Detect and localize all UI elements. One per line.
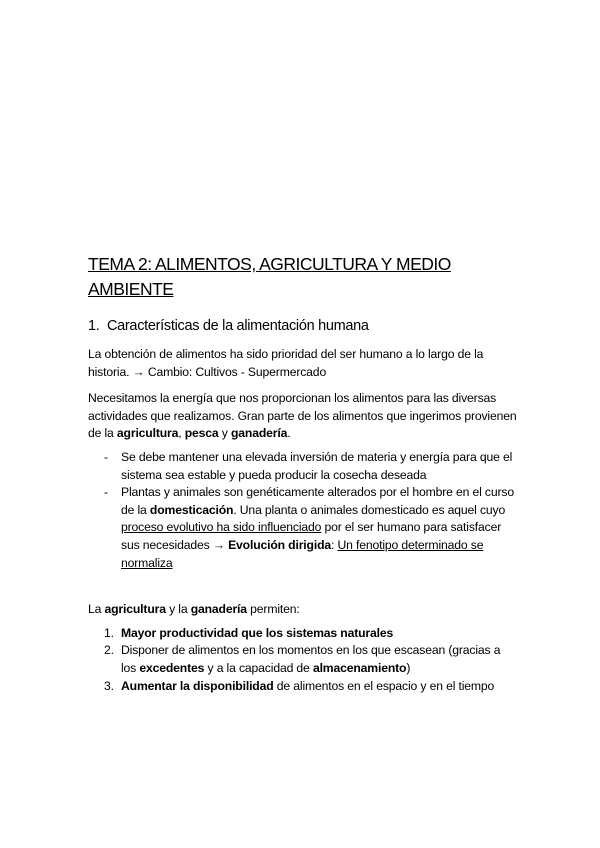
paragraph-permiten — [88, 601, 518, 619]
bold-term-agricultura: agricultura — [104, 602, 166, 617]
bold-term-agricultura: agricultura — [116, 426, 179, 441]
paragraph-energy — [88, 390, 518, 443]
text-segment: ) — [406, 660, 411, 675]
underlined-phrase: proceso evolutivo ha sido influenciado — [121, 520, 322, 535]
section-heading-text: Características de la alimentación humana — [106, 318, 369, 334]
list-item — [88, 625, 518, 643]
document-content — [88, 252, 518, 695]
paragraph-history-text: La obtención de alimentos ha sido prioridad del ser humano a lo largo de la historia. → Cambio: Cultivos - Supermercado — [88, 347, 484, 379]
text-segment: : — [331, 537, 338, 552]
title-line-1: TEMA 2: ALIMENTOS, AGRICULTURA Y MEDIO — [88, 254, 451, 274]
text-segment: permiten: — [246, 602, 300, 617]
list-number: 1. — [104, 625, 114, 640]
list-item — [88, 484, 518, 572]
text-segment: La — [88, 602, 105, 617]
document-title — [88, 252, 518, 302]
bold-term-excedentes: excedentes — [139, 660, 205, 675]
list-item — [88, 449, 518, 484]
bold-term-domesticacion: domesticación — [149, 502, 234, 517]
list-item — [88, 642, 518, 677]
dash-list — [88, 449, 518, 572]
section-number: 1. — [88, 318, 100, 334]
bold-term-almacenamiento: almacenamiento — [312, 660, 407, 675]
list-number: 2. — [104, 643, 114, 658]
bold-term-ganaderia: ganadería — [230, 426, 288, 441]
bold-term-evolucion-dirigida: Evolución dirigida — [228, 537, 331, 552]
text-segment: . — [287, 426, 291, 441]
underlined-phrase: Un fenotipo determinado se normaliza — [121, 537, 484, 570]
text-segment: y a la capacidad de — [204, 660, 313, 675]
text-segment: Plantas y animales son genéticamente alterados por el hombre en el curso de la — [121, 485, 514, 517]
list-number: 3. — [104, 678, 114, 693]
text-segment: y la — [165, 602, 191, 617]
bold-term-pesca: pesca — [184, 426, 219, 441]
text-segment: Necesitamos la energía que nos proporcionan los alimentos para las diversas actividades que realizamos. Gran parte de los alimentos que ingerimos provienen de la — [88, 391, 517, 441]
text-segment: de alimentos en el espacio y en el tiempo — [273, 678, 495, 693]
paragraph-history — [88, 346, 518, 381]
bold-term-ganaderia: ganadería — [190, 602, 247, 617]
section-heading — [88, 316, 518, 336]
text-segment: y — [218, 426, 231, 441]
title-line-2: AMBIENTE — [88, 279, 174, 299]
text-segment: por el ser humano para satisfacer sus necesidades → — [121, 520, 502, 552]
bold-list-text: Mayor productividad que los sistemas naturales — [121, 625, 394, 640]
list-item — [88, 678, 518, 696]
text-segment: . Una planta o animales domesticado es aquel cuyo — [233, 502, 506, 517]
text-segment: , — [178, 426, 185, 441]
bold-term-aumentar: Aumentar la disponibilidad — [121, 678, 274, 693]
list-item-text: Se debe mantener una elevada inversión de materia y energía para que el sistema sea estable y pueda producir la cosecha deseada — [121, 449, 513, 482]
numbered-list — [88, 625, 518, 695]
text-segment: Disponer de alimentos en los momentos en los que escasean (gracias a los — [121, 643, 501, 675]
